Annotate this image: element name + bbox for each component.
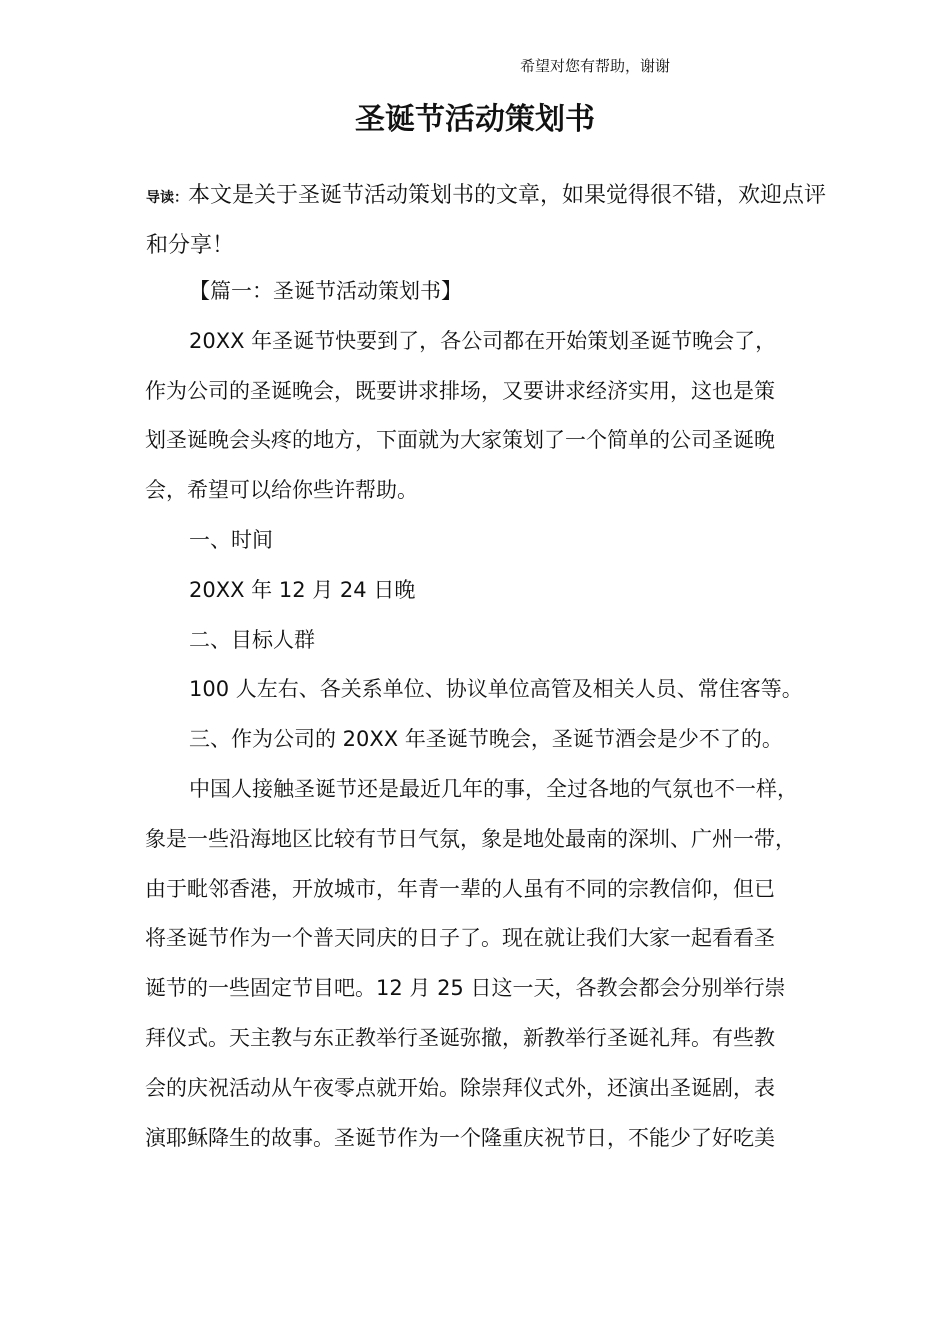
paragraph-line: 会的庆祝活动从午夜零点就开始。除崇拜仪式外，还演出圣诞剧，表 (145, 1075, 775, 1100)
document-title: 圣诞节活动策划书 (355, 102, 595, 137)
paragraph-line: 拜仪式。天主教与东正教举行圣诞弥撤，新教举行圣诞礼拜。有些教 (145, 1025, 775, 1050)
item-heading: 三、作为公司的 20XX 年圣诞节晚会，圣诞节酒会是少不了的。 (189, 727, 783, 752)
paragraph-line: 诞节的一些固定节目吧。12 月 25 日这一天，各教会都会分别举行崇 (145, 976, 786, 1001)
item-heading: 二、目标人群 (189, 627, 315, 652)
section-heading: 【篇一：圣诞节活动策划书】 (189, 279, 462, 303)
intro-label: 导读： (146, 190, 188, 206)
paragraph-line: 划圣诞晚会头疼的地方，下面就为大家策划了一个简单的公司圣诞晚 (145, 428, 775, 453)
document-body (145, 267, 830, 1163)
paragraph-line: 作为公司的圣诞晚会，既要讲求排场，又要讲求经济实用，这也是策 (145, 378, 775, 403)
paragraph-line: 象是一些沿海地区比较有节日气氛，象是地处最南的深圳、广州一带， (145, 826, 796, 851)
paragraph-line: 中国人接触圣诞节还是最近几年的事，全过各地的气氛也不一样， (189, 776, 798, 801)
paragraph-line: 由于毗邻香港，开放城市，年青一辈的人虽有不同的宗教信仰，但已 (145, 876, 775, 901)
paragraph-line: 会，希望可以给你些许帮助。 (145, 478, 418, 503)
paragraph-line: 将圣诞节作为一个普天同庆的日子了。现在就让我们大家一起看看圣 (145, 926, 775, 951)
paragraph-line: 演耶稣降生的故事。圣诞节作为一个隆重庆祝节日，不能少了好吃美 (145, 1125, 775, 1150)
intro-paragraph (146, 172, 826, 270)
item-heading: 一、时间 (189, 527, 273, 552)
paragraph-line: 20XX 年 12 月 24 日晚 (189, 577, 416, 602)
intro-text: 本文是关于圣诞节活动策划书的文章，如果觉得很不错，欢迎点评和分享！ (146, 183, 827, 258)
paragraph-line: 100 人左右、各关系单位、协议单位高管及相关人员、常住客等。 (189, 677, 803, 702)
paragraph-line: 20XX 年圣诞节快要到了，各公司都在开始策划圣诞节晚会了， (189, 328, 777, 353)
header-note: 希望对您有帮助，谢谢 (520, 57, 671, 75)
